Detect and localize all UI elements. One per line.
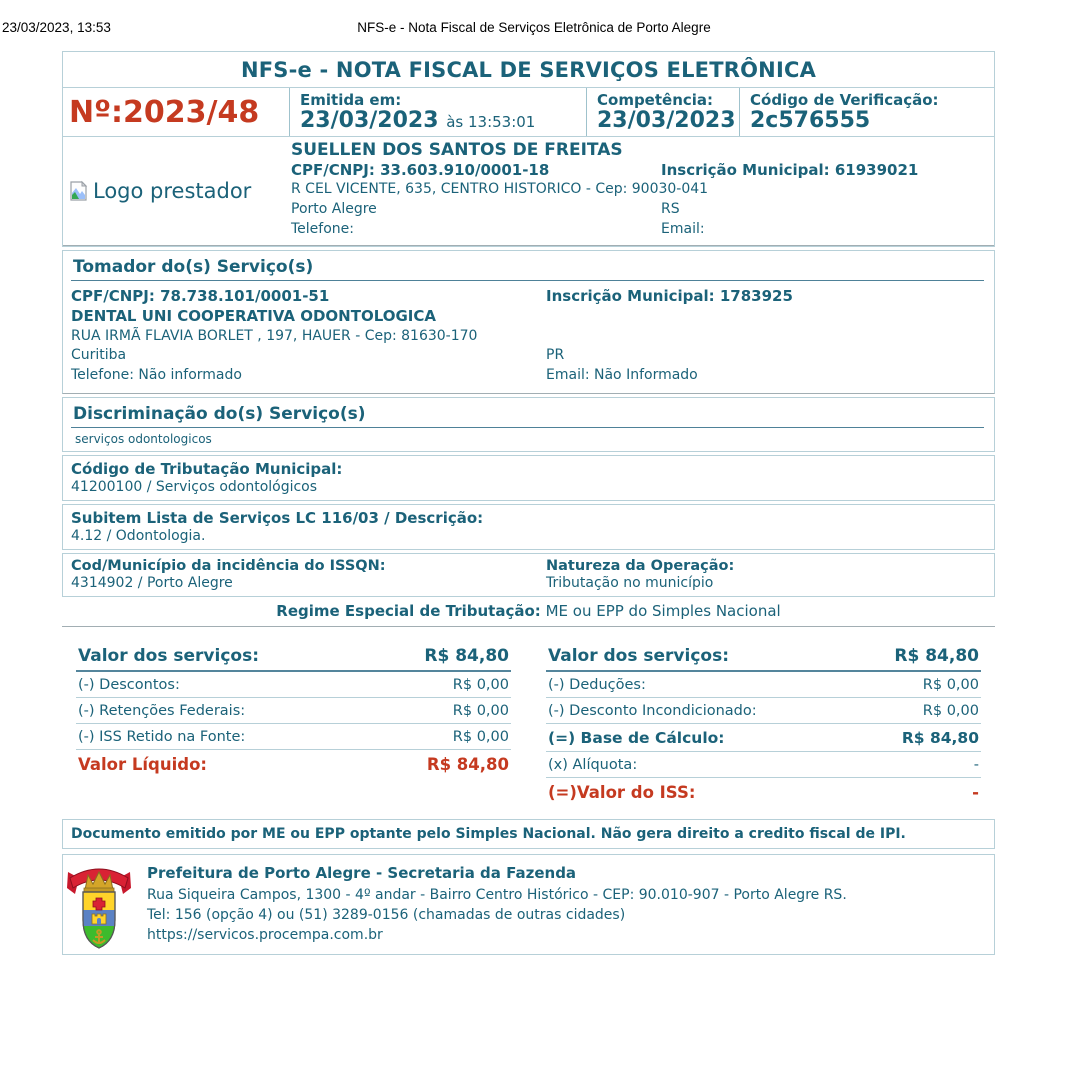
municipal-tax-code-label: Código de Tributação Municipal:	[71, 460, 343, 479]
footer-section	[62, 854, 995, 955]
provider-section	[63, 136, 994, 246]
table-row	[76, 641, 511, 672]
footer-url-link[interactable]: https://servicos.procempa.com.br	[147, 927, 383, 944]
row-label: Valor dos serviços:	[78, 646, 260, 667]
row-label: (-) ISS Retido na Fonte:	[78, 729, 246, 746]
tomador-state: PR	[546, 347, 565, 364]
provider-city: Porto Alegre	[291, 200, 377, 217]
emitted-date: 23/03/2023	[300, 108, 439, 133]
invoice-number: Nº:2023/48	[69, 94, 260, 130]
emitted-time: às 13:53:01	[446, 113, 536, 131]
verification-code: 2c576555	[750, 108, 871, 133]
print-page-title: NFS-e - Nota Fiscal de Serviços Eletrônica de Porto Alegre	[357, 20, 711, 35]
natureza-column	[546, 558, 984, 591]
emitted-label: Emitida em:	[300, 91, 402, 109]
natureza-value: Tributação no município	[546, 575, 714, 592]
competencia-cell	[586, 88, 739, 136]
browser-print-header	[0, 20, 1068, 38]
totals-table-right	[546, 641, 981, 806]
iss-value-row	[546, 778, 981, 806]
row-label: (-) Descontos:	[78, 677, 180, 694]
municipal-tax-code-value: 41200100 / Serviços odontológicos	[71, 479, 318, 496]
invoice-title: NFS-e - NOTA FISCAL DE SERVIÇOS ELETRÔNICA	[63, 52, 994, 88]
provider-phone: Telefone:	[291, 220, 354, 237]
regime-value: ME ou EPP do Simples Nacional	[545, 602, 781, 621]
regime-label: Regime Especial de Tributação:	[276, 602, 541, 621]
tomador-cpf-cnpj: CPF/CNPJ: 78.738.101/0001-51	[71, 287, 330, 306]
table-row	[546, 724, 981, 752]
verification-label: Código de Verificação:	[750, 91, 939, 109]
provider-email: Email:	[661, 220, 705, 237]
table-row	[76, 672, 511, 698]
table-row	[546, 752, 981, 778]
row-label: Valor dos serviços:	[548, 646, 730, 667]
tomador-city: Curitiba	[71, 347, 127, 364]
services-description: serviços odontologicos	[75, 432, 212, 447]
tomador-name: DENTAL UNI COOPERATIVA ODONTOLOGICA	[71, 307, 437, 326]
row-value: R$ 84,80	[901, 729, 979, 748]
emitted-cell	[289, 88, 586, 136]
tomador-address: RUA IRMÃ FLAVIA BORLET , 197, HAUER - Cep: 81630-170	[71, 327, 478, 344]
invoice-header-row	[63, 88, 994, 136]
table-row	[546, 641, 981, 672]
footer-text	[147, 863, 847, 946]
provider-details	[291, 137, 994, 245]
row-value: R$ 0,00	[922, 703, 979, 720]
subitem-label: Subitem Lista de Serviços LC 116/03 / Descrição:	[71, 509, 484, 528]
issqn-natureza-section	[62, 553, 995, 597]
natureza-label: Natureza da Operação:	[546, 558, 735, 575]
tomador-heading: Tomador do(s) Serviço(s)	[71, 256, 984, 281]
tomador-email: Email: Não Informado	[546, 366, 698, 383]
footer-org-name: Prefeitura de Porto Alegre - Secretaria da Fazenda	[147, 864, 577, 883]
porto-alegre-coat-of-arms	[67, 858, 131, 950]
provider-state: RS	[661, 200, 680, 217]
table-row	[76, 724, 511, 750]
net-value-row	[76, 750, 511, 778]
row-value: -	[972, 783, 979, 803]
services-heading: Discriminação do(s) Serviço(s)	[71, 403, 984, 428]
row-label: (=) Base de Cálculo:	[548, 729, 725, 748]
competencia-value: 23/03/2023	[597, 108, 736, 133]
competencia-label: Competência:	[597, 91, 714, 109]
issqn-label: Cod/Município da incidência do ISSQN:	[71, 558, 386, 575]
provider-logo-alt-text: Logo prestador	[93, 179, 252, 204]
row-label: (=)Valor do ISS:	[548, 783, 696, 803]
totals-section	[62, 641, 995, 806]
row-label: (-) Retenções Federais:	[78, 703, 246, 720]
row-value: R$ 0,00	[452, 703, 509, 720]
table-row	[546, 698, 981, 724]
verification-cell	[739, 88, 994, 136]
row-value: R$ 0,00	[452, 677, 509, 694]
regime-section	[62, 597, 995, 627]
totals-table-left	[76, 641, 511, 806]
row-value: R$ 84,80	[426, 755, 509, 775]
tomador-section	[62, 250, 995, 394]
services-description-section	[62, 397, 995, 452]
provider-cpf-cnpj: CPF/CNPJ: 33.603.910/0001-18	[291, 161, 550, 180]
provider-name: SUELLEN DOS SANTOS DE FREITAS	[291, 140, 623, 161]
footer-address: Rua Siqueira Campos, 1300 - 4º andar - Bairro Centro Histórico - CEP: 90.010-907 - Porto Alegre RS.	[147, 886, 847, 903]
row-label: (-) Desconto Incondicionado:	[548, 703, 757, 720]
footer-phone: Tel: 156 (opção 4) ou (51) 3289-0156 (chamadas de outras cidades)	[147, 907, 626, 924]
row-value: -	[973, 757, 979, 774]
provider-address: R CEL VICENTE, 635, CENTRO HISTORICO - Cep: 90030-041	[291, 181, 709, 198]
table-row	[546, 672, 981, 698]
row-value: R$ 84,80	[424, 646, 509, 667]
table-row	[76, 698, 511, 724]
broken-image-icon	[67, 179, 91, 203]
nfse-invoice	[62, 51, 995, 955]
tomador-inscricao-municipal: Inscrição Municipal: 1783925	[546, 287, 793, 306]
provider-logo-cell	[63, 137, 291, 245]
municipal-tax-code-section	[62, 455, 995, 501]
subitem-section	[62, 504, 995, 550]
issqn-column	[71, 558, 546, 591]
invoice-header-box	[62, 51, 995, 247]
issqn-value: 4314902 / Porto Alegre	[71, 575, 233, 592]
tomador-phone: Telefone: Não informado	[71, 366, 242, 383]
row-label: Valor Líquido:	[78, 755, 208, 775]
provider-inscricao-municipal: Inscrição Municipal: 61939021	[661, 161, 919, 180]
row-label: (-) Deduções:	[548, 677, 646, 694]
emitted-value	[300, 109, 582, 132]
subitem-value: 4.12 / Odontologia.	[71, 528, 206, 545]
row-value: R$ 0,00	[922, 677, 979, 694]
row-label: (x) Alíquota:	[548, 757, 638, 774]
simples-nacional-notice: Documento emitido por ME ou EPP optante pelo Simples Nacional. Não gera direito a credito fiscal de IPI.	[62, 819, 995, 849]
row-value: R$ 0,00	[452, 729, 509, 746]
print-datetime: 23/03/2023, 13:53	[2, 20, 111, 35]
row-value: R$ 84,80	[894, 646, 979, 667]
